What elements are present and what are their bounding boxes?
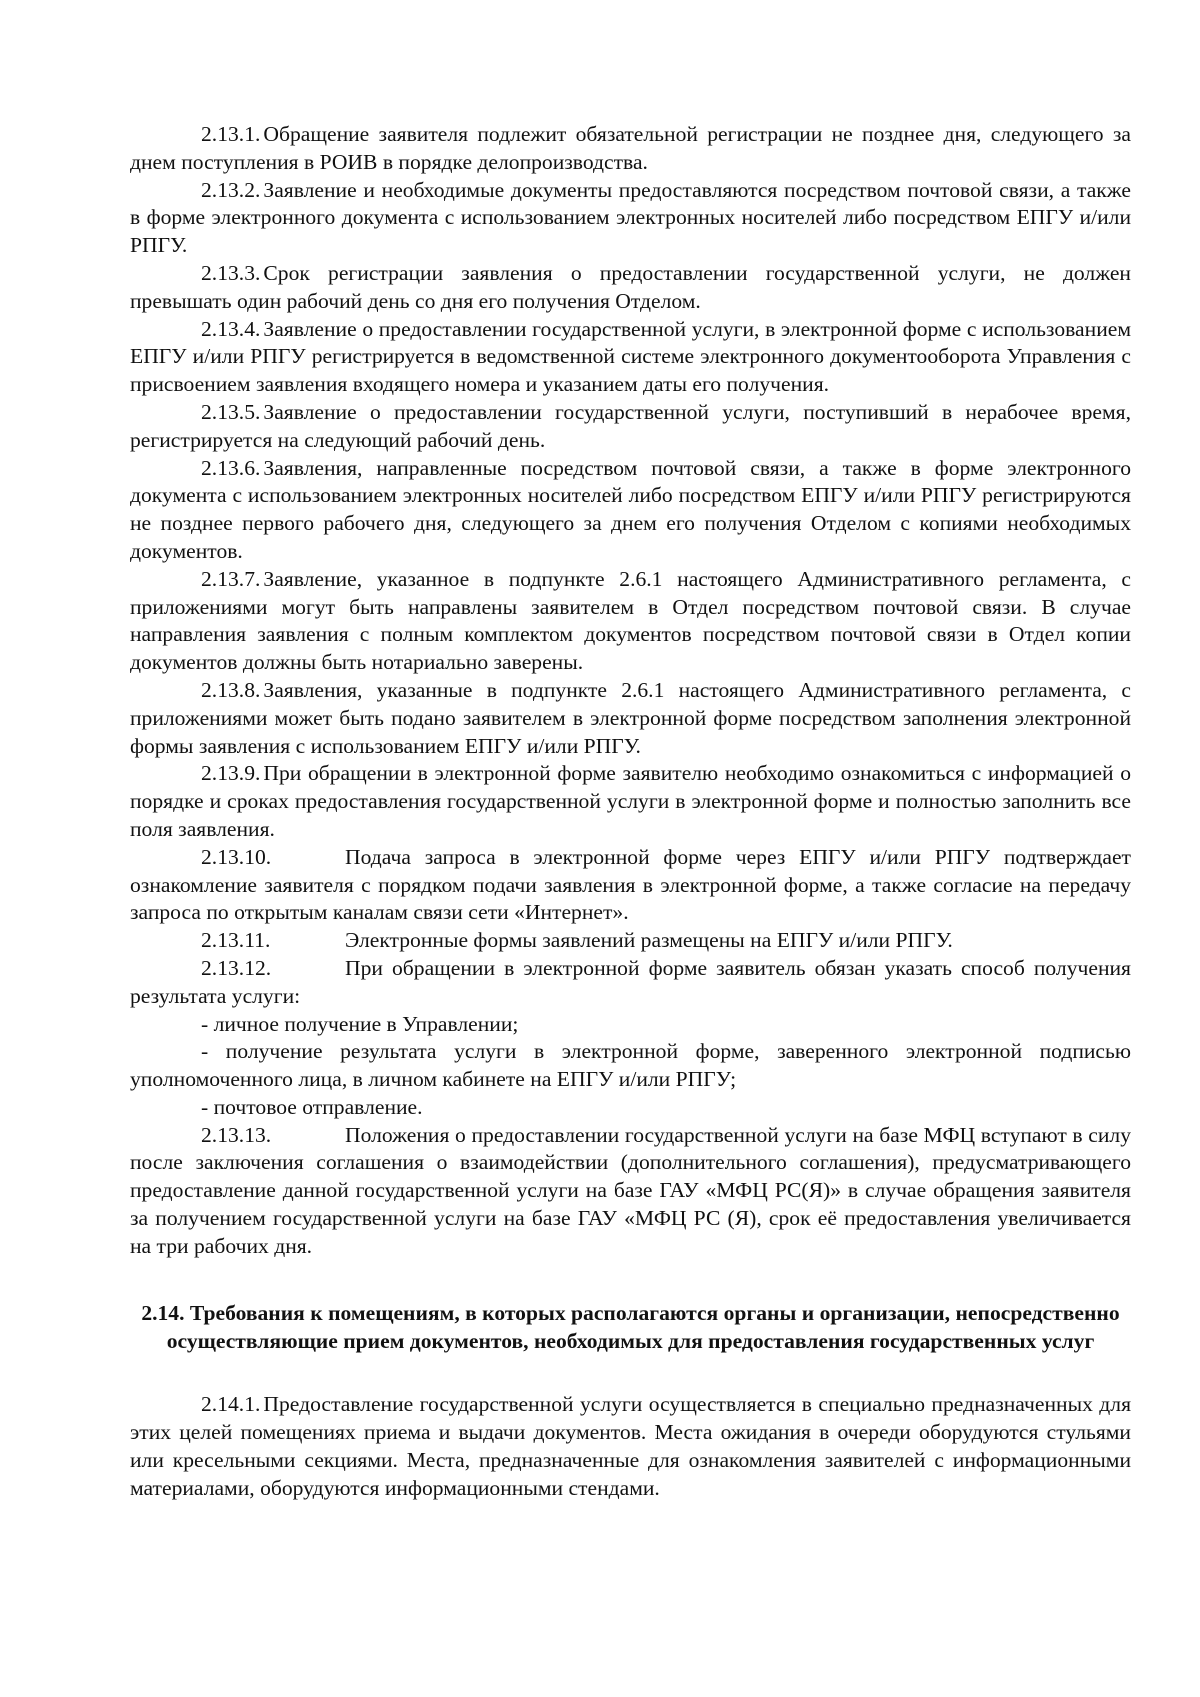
paragraph-number: 2.13.10. <box>201 844 272 869</box>
paragraph-2-13-7 <box>130 566 1131 677</box>
paragraph-number: 2.14.1. <box>201 1392 261 1417</box>
paragraph-text: Электронные формы заявлений размещены на ЕПГУ и/или РПГУ. <box>345 928 953 953</box>
paragraph-text: Заявления, указанные в подпункте 2.6.1 настоящего Административного регламента, с приложениями может быть подано заявителем в электронной форме посредством заполнения электронной формы заявления с использованием ЕПГУ и/или РПГУ. <box>130 677 1131 758</box>
list-item: - личное получение в Управлении; <box>201 1011 519 1036</box>
paragraph-number: 2.13.1. <box>201 122 261 146</box>
paragraph-2-14-1 <box>130 1391 1131 1502</box>
paragraph-number: 2.13.2. <box>201 177 261 202</box>
paragraph-text: При обращении в электронной форме заявителю необходимо ознакомиться с информацией о порядке и сроках предоставления государственной услуги в электронной форме и полностью заполнить все поля заявления. <box>130 761 1131 841</box>
paragraph-text: Заявление и необходимые документы предоставляются посредством почтовой связи, а также в форме электронного документа с использованием электронных носителей либо посредством ЕПГУ и/или РПГУ. <box>130 177 1131 258</box>
paragraph-text: Предоставление государственной услуги осуществляется в специально предназначенных для этих целей помещениях приема и выдачи документов. Места ожидания в очереди оборудуются стульями или кресельными секциями. Места, предназначенные для ознакомления заявителей с информационными материалами, оборудуются информационными стендами. <box>130 1392 1131 1500</box>
paragraph-2-13-1 <box>130 121 1131 177</box>
paragraph-text: Обращение заявителя подлежит обязательной регистрации не позднее дня, следующего за днем поступления в РОИВ в порядке делопроизводства. <box>130 122 1131 174</box>
list-item: - получение результата услуги в электронной форме, заверенного электронной подписью уполномоченного лица, в личном кабинете на ЕПГУ и/или РПГУ; <box>130 1039 1131 1092</box>
paragraph-2-13-11 <box>130 927 1131 955</box>
paragraph-text: Заявление о предоставлении государственной услуги, в электронной форме с использованием ЕПГУ и/или РПГУ регистрируется в ведомственной системе электронного документооборота Управления с присвоением заявления входящего номера и указанием даты его получения. <box>130 316 1131 397</box>
paragraph-number: 2.13.9. <box>201 761 261 786</box>
paragraph-number: 2.13.12. <box>201 955 272 980</box>
paragraph-2-13-13 <box>130 1122 1131 1261</box>
document-page <box>130 121 1131 1503</box>
paragraph-number: 2.13.5. <box>201 399 261 424</box>
paragraph-text: Заявления, направленные посредством почтовой связи, а также в форме электронного документа с использованием электронных носителей либо посредством ЕПГУ и/или РПГУ регистрируются не позднее первого рабочего дня, следующего за днем его получения Отделом с копиями необходимых документов. <box>130 455 1131 563</box>
paragraph-number: 2.13.3. <box>201 260 261 285</box>
paragraph-2-13-6 <box>130 455 1131 566</box>
delivery-options-list <box>130 1011 1131 1122</box>
paragraph-text: Заявление, указанное в подпункте 2.6.1 настоящего Административного регламента, с приложениями могут быть направлены заявителем в Отдел посредством почтовой связи. В случае направления заявления с полным комплектом документов посредством почтовой связи в Отдел копии документов должны быть нотариально заверены. <box>130 566 1131 675</box>
paragraph-2-13-3 <box>130 260 1131 316</box>
paragraph-text: Срок регистрации заявления о предоставлении государственной услуги, не должен превышать один рабочий день со дня его получения Отделом. <box>130 260 1131 313</box>
paragraph-number: 2.13.8. <box>201 677 261 702</box>
paragraph-text: Подача запроса в электронной форме через ЕПГУ и/или РПГУ подтверждает ознакомление заявителя с порядком подачи заявления в электронной форме, а также согласие на передачу запроса по открытым каналам связи сети «Интернет». <box>130 844 1131 925</box>
paragraph-number: 2.13.4. <box>201 316 261 341</box>
paragraph-2-13-4 <box>130 316 1131 399</box>
section-heading-2-14: 2.14. Требования к помещениям, в которых располагаются органы и организации, непосредственно осуществляющие прием документов, необходимых для предоставления государственных услуг <box>141 1300 1120 1354</box>
paragraph-2-13-12 <box>130 955 1131 1011</box>
list-item: - почтовое отправление. <box>201 1094 423 1119</box>
paragraph-number: 2.13.7. <box>201 566 261 591</box>
paragraph-number: 2.13.13. <box>201 1122 272 1147</box>
paragraph-2-13-9 <box>130 760 1131 843</box>
paragraph-2-13-8 <box>130 677 1131 760</box>
paragraph-number: 2.13.11. <box>201 928 271 953</box>
paragraph-number: 2.13.6. <box>201 455 261 480</box>
paragraph-text: Заявление о предоставлении государственной услуги, поступивший в нерабочее время, регистрируется на следующий рабочий день. <box>130 399 1131 452</box>
paragraph-2-13-10 <box>130 844 1131 927</box>
paragraph-2-13-5 <box>130 399 1131 455</box>
paragraph-2-13-2 <box>130 177 1131 260</box>
paragraph-text: При обращении в электронной форме заявитель обязан указать способ получения результата услуги: <box>130 955 1131 1008</box>
paragraph-text: Положения о предоставлении государственной услуги на базе МФЦ вступают в силу после заключения соглашения о взаимодействии (дополнительного соглашения), предусматривающего предоставление данной государственной услуги на базе ГАУ «МФЦ РС(Я)» в случае обращения заявителя за получением государственной услуги на базе ГАУ «МФЦ РС (Я), срок её предоставления увеличивается на три рабочих дня. <box>130 1122 1131 1258</box>
section-2-13-paragraphs <box>130 121 1131 1011</box>
